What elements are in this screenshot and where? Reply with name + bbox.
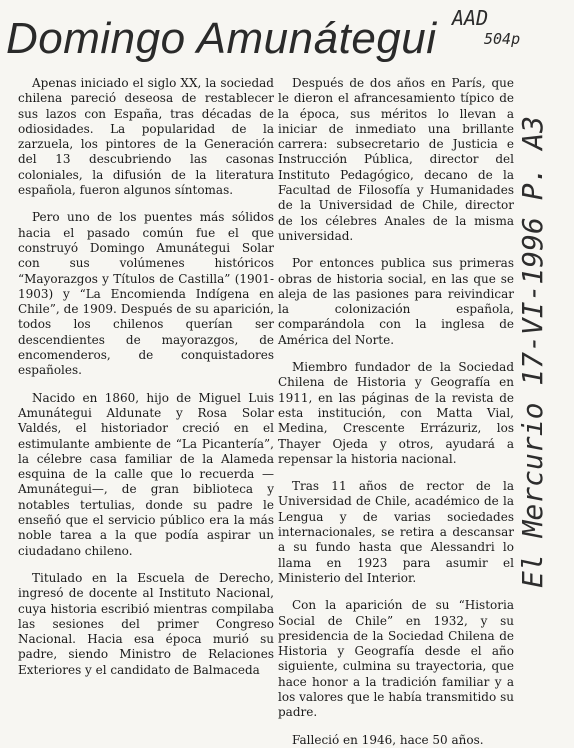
paragraph: Titulado en la Escuela de Derecho, ingresó de docente al Instituto Nacional, cuya historia escribió mientras compilaba las sesiones del primer Congreso Nacional. Hacia esa época murió su padre, siendo Ministro de Relaciones Exteriores y el candidato de Balmaceda [18, 570, 274, 677]
paragraph: Con la aparición de su “Historia Social de Chile” en 1932, y su presidencia de la Sociedad Chilena de Historia y Geografía desde el año siguiente, culmina su trayectoria, que hace honor a la tradición familiar y a los valores que le había transmitido su padre. [278, 598, 514, 720]
paragraph: Apenas iniciado el siglo XX, la sociedad chilena pareció deseosa de restablecer sus lazos con España, tras décadas de odiosidades. La popularidad de la zarzuela, los pintores de la Generación del 13 descubriendo las casonas coloniales, la difusión de la literatura española, fueron algunos síntomas. [18, 76, 274, 198]
article-title: Domingo Amunátegui [6, 14, 437, 63]
paragraph: Falleció en 1946, hace 50 años. [292, 732, 484, 747]
handwritten-source-note [516, 72, 574, 602]
paragraph: Después de dos años en París, que le dieron el afrancesamiento típico de la época, sus méritos lo llevan a iniciar de inmediato una brillante carrera: subsecretario de Justicia e Instrucción Pública, director del Instituto Pedagógico, decano de la Facultad de Filosofía y Humanidades de la Universidad de Chile, director de los célebres Anales de la misma universidad. [278, 76, 514, 243]
paragraph: Por entonces publica sus primeras obras de historia social, en las que se aleja de las pasiones para reivindicar la colonización española, comparándola con la inglesa de América del Norte. [278, 256, 514, 347]
article-column-right [278, 76, 514, 748]
article-column-left [18, 76, 274, 690]
handwritten-note-aad: AAD [452, 6, 489, 30]
handwritten-note-code: 504p [484, 30, 521, 48]
paragraph: Tras 11 años de rector de la Universidad de Chile, académico de la Lengua y de varias sociedades internacionales, se retira a descansar a su fundo hasta que Alessandri lo llama en 1923 para asumir el Ministerio del Interior. [278, 479, 514, 585]
handwritten-source-text: El Mercurio 17-VI-1996 P. A3 [516, 115, 549, 588]
paragraph: Nacido en 1860, hijo de Miguel Luis Amunátegui Aldunate y Rosa Solar Valdés, el historiador creció en el estimulante ambiente de “La Picantería”, la célebre casa familiar de la Alameda esquina de la calle que lo recuerda —Amunátegui—, de gran biblioteca y notables tertulias, donde su padre le enseñó que el servicio público era la más noble tarea a la que podía aspirar un ciudadano chileno. [18, 390, 274, 558]
paragraph: Miembro fundador de la Sociedad Chilena de Historia y Geografía en 1911, en las páginas de la revista de esta institución, con Matta Vial, Medina, Crescente Errázuriz, los Thayer Ojeda y otros, ayudará a repensar la historia nacional. [278, 360, 514, 466]
paragraph: Pero uno de los puentes más sólidos hacia el pasado común fue el que construyó Domingo Amunátegui Solar con sus volúmenes históricos “Mayorazgos y Títulos de Castilla” (1901-1903) y “La Encomienda Indígena en Chile”, de 1909. Después de su aparición, todos los chilenos querían ser descendientes de mayorazgos, de encomenderos, de conquistadores españoles. [18, 210, 274, 378]
